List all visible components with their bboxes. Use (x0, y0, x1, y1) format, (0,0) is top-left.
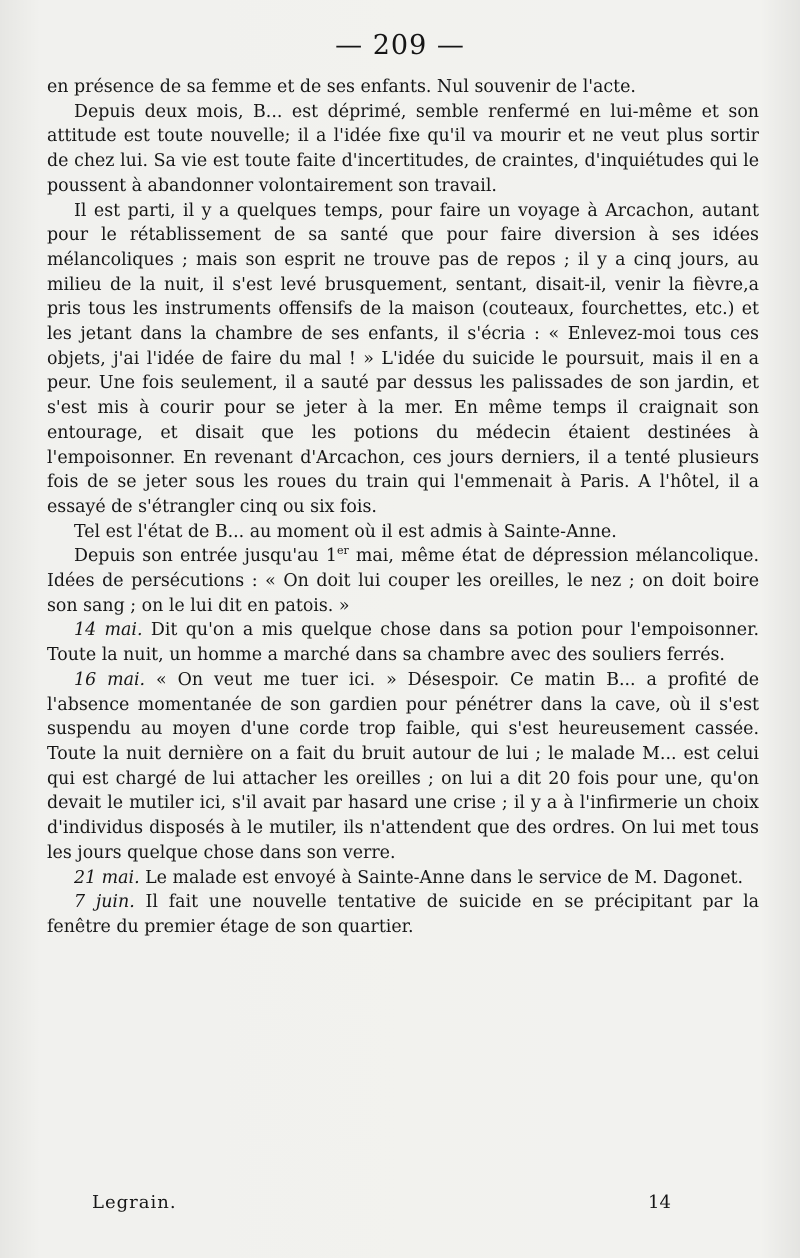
dated-entry (47, 866, 759, 891)
entry-date: 21 mai. (74, 867, 140, 888)
entry-text: Dit qu'on a mis quelque chose dans sa potion pour l'empoisonner. Toute la nuit, un homme a marché dans sa chambre avec des souliers ferrés. (47, 620, 760, 666)
paragraph (47, 544, 759, 618)
dated-entry (47, 890, 759, 939)
entry-date: 7 juin. (74, 892, 135, 913)
entry-text: Le malade est envoyé à Sainte-Anne dans le service de M. Dagonet. (139, 867, 744, 888)
entry-text: « On veut me tuer ici. » Désespoir. Ce matin B... a profité de l'absence momentanée de son gardien pour pénétrer dans la cave, où il s'est suspendu au moyen d'une corde trop faible, qui s'est heureusement cassée. Toute la nuit dernière on a fait du bruit autour de lui ; le malade M... est celui qui est chargé de lui attacher les oreilles ; on lui a dit 20 fois pour une, qu'on devait le mutiler ici, s'il avait par hasard une crise ; il y a à l'infirmerie un choix d'individus disposés à le mutiler, ils n'attendent que des ordres. On lui met tous les jours quelque chose dans son verre. (47, 669, 759, 863)
footer-author: Legrain. (92, 1192, 177, 1213)
dated-entry (47, 618, 759, 667)
paragraph-text: Depuis son entrée jusqu'au 1 (74, 546, 337, 567)
page-number: — 209 — (335, 30, 465, 61)
body-text (47, 75, 759, 940)
entry-text: Il fait une nouvelle tentative de suicide en se précipitant par la fenêtre du premier étage de son quartier. (47, 892, 759, 937)
entry-date: 14 mai. (74, 620, 143, 641)
paragraph: Depuis deux mois, B... est déprimé, semble renfermé en lui-même et son attitude est toute nouvelle; il a l'idée fixe qu'il va mourir et ne veut plus sortir de chez lui. Sa vie est toute faite d'incertitudes, de craintes, d'inquiétudes qui le poussent à abandonner volontairement son travail. (47, 101, 759, 196)
paragraph: Tel est l'état de B... au moment où il est admis à Sainte-Anne. (74, 521, 617, 542)
entry-date: 16 mai. (74, 669, 146, 690)
page-footer (0, 1192, 800, 1222)
ordinal-superscript: er (336, 544, 349, 558)
signature-mark: 14 (648, 1192, 671, 1213)
paragraph-text: mai, même état de dépression mélancolique. Idées de persécutions : « On doit lui couper les oreilles, le nez ; on doit boire son sang ; on le lui dit en patois. » (47, 546, 760, 616)
paragraph: en présence de sa femme et de ses enfants. Nul souvenir de l'acte. (47, 77, 636, 97)
paragraph: Il est parti, il y a quelques temps, pour faire un voyage à Arcachon, autant pour le rétablissement de sa santé que pour faire diversion à ses idées mélancoliques ; mais son esprit ne trouve pas de repos ; il y a cinq jours, au milieu de la nuit, il s'est levé brusquement, sentant, disait-il, venir la fièvre,a pris tous les instruments offensifs de la maison (couteaux, fourchettes, etc.) et les jetant dans la chambre de ses enfants, il s'écria : « Enlevez-moi tous ces objets, j'ai l'idée de faire du mal ! » L'idée du suicide le poursuit, mais il en a peur. Une fois seulement, il a sauté par dessus les palissades de son jardin, et s'est mis à courir pour se jeter à la mer. En même temps il craignait son entourage, et disait que les potions du médecin étaient destinées à l'empoisonner. En revenant d'Arcachon, ces jours derniers, il a tenté plusieurs fois de se jeter sous les roues du train qui l'emmenait à Paris. A l'hôtel, il a essayé de s'étrangler cinq ou six fois. (47, 200, 759, 517)
dated-entry (47, 668, 759, 866)
